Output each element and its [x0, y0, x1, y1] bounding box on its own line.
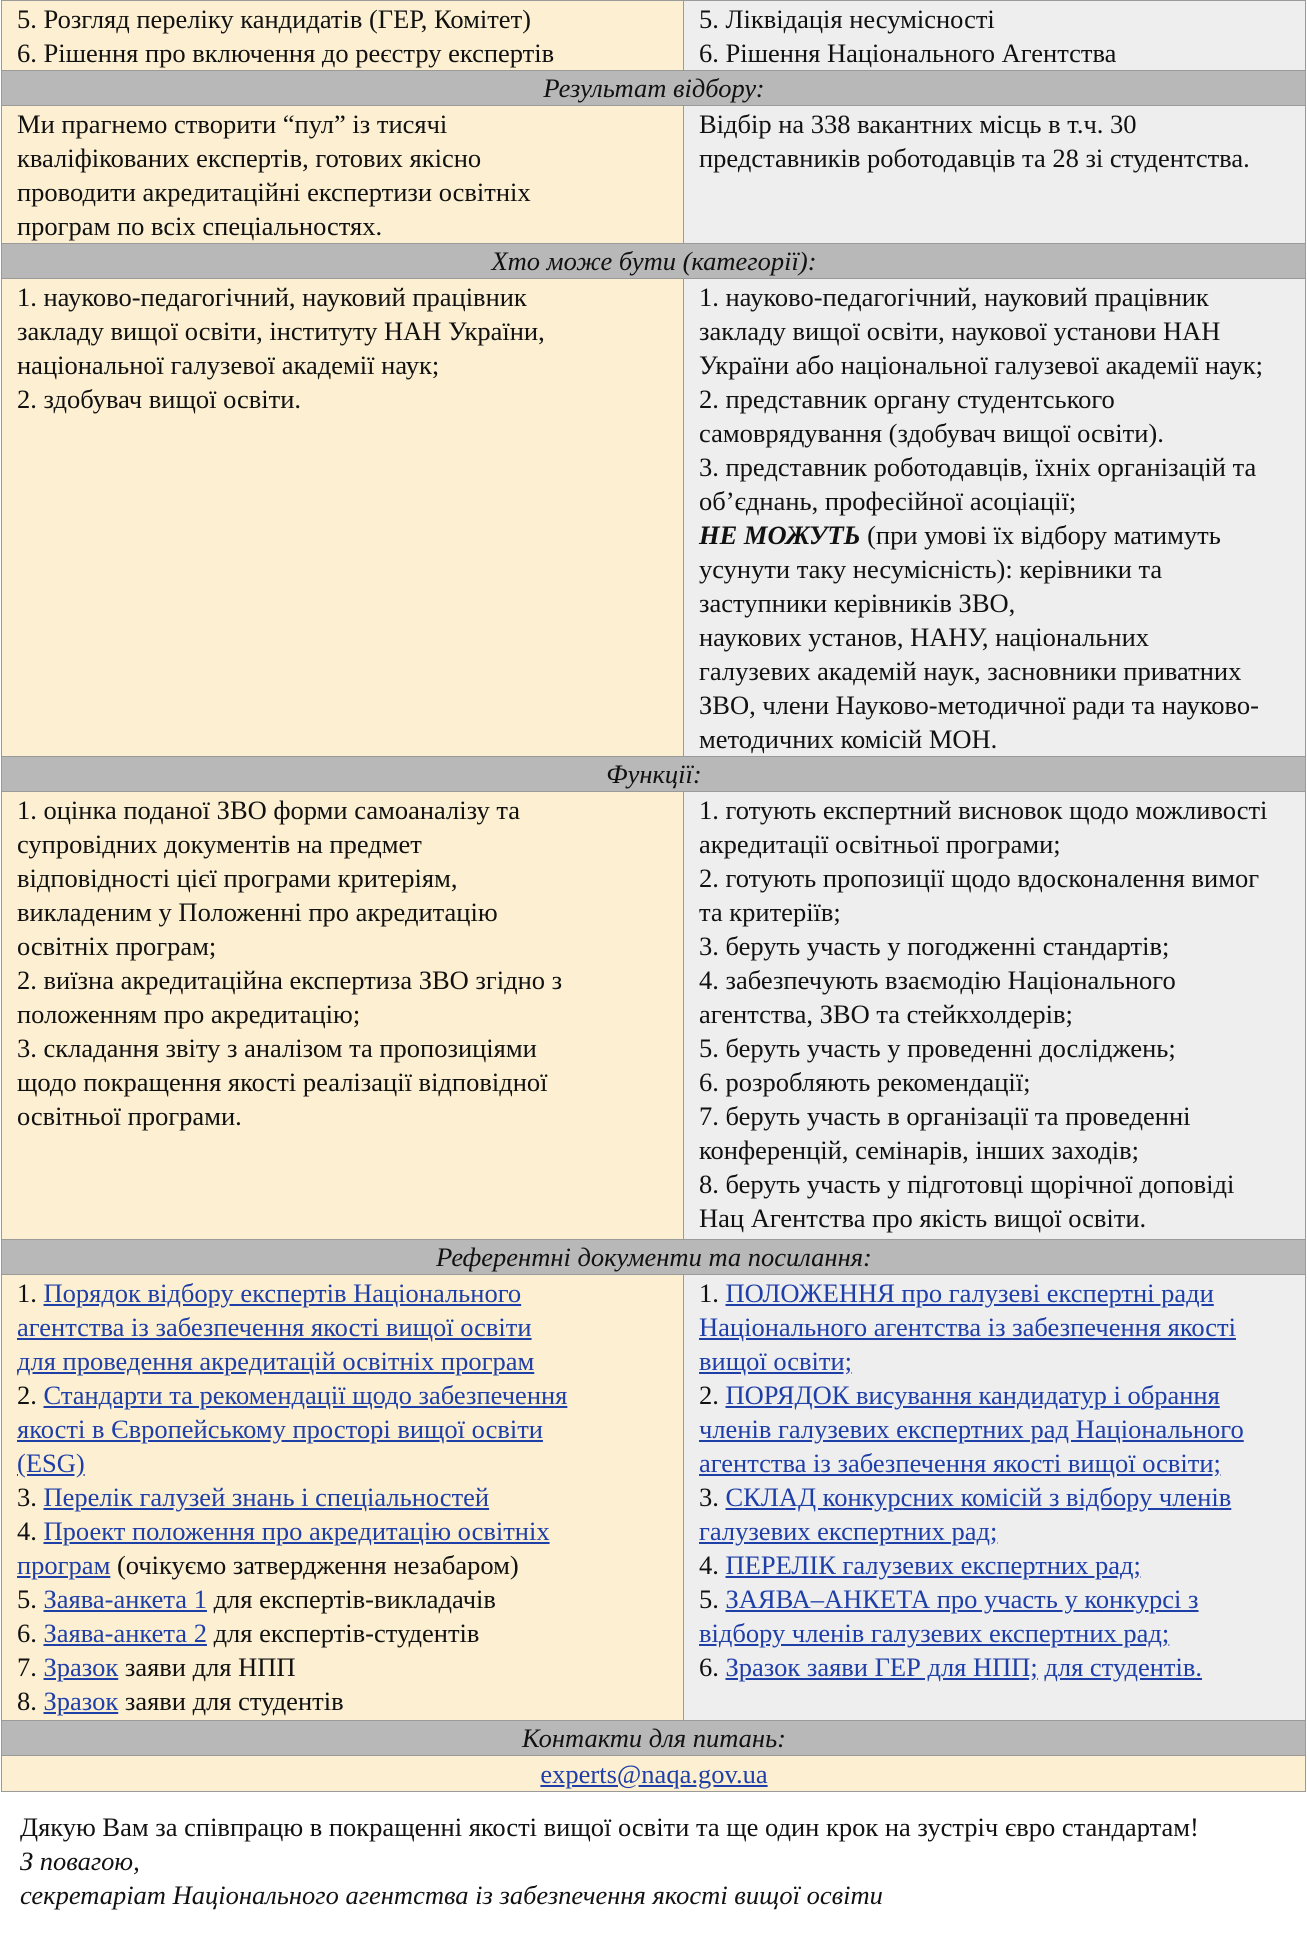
section-title-result: Результат відбору: — [2, 71, 1306, 106]
text-line: щодо покращення якості реалізації відповідної — [17, 1067, 548, 1097]
section-title-who: Хто може бути (категорії): — [2, 244, 1306, 279]
list-item — [17, 1514, 669, 1548]
text-line: 2. готують пропозиції щодо вдосконалення вимог — [699, 863, 1260, 893]
link-expert-selection-procedure[interactable]: для проведення акредитацій освітніх програм — [17, 1346, 535, 1376]
item-note: заяви для студентів — [118, 1686, 344, 1716]
list-item — [699, 1344, 1291, 1378]
link-expert-selection-procedure[interactable]: агентства із забезпечення якості вищої освіти — [17, 1312, 532, 1342]
link-ger-sample-students[interactable]: для студентів. — [1044, 1652, 1202, 1682]
text-line: освітньої програми. — [17, 1101, 242, 1131]
list-item — [17, 1480, 669, 1514]
list-item — [17, 1310, 669, 1344]
link-competition-application[interactable]: відбору членів галузевих експертних рад; — [699, 1618, 1170, 1648]
link-ger-list[interactable]: ПЕРЕЛІК галузевих експертних рад; — [725, 1550, 1141, 1580]
text-line: 5. Розгляд переліку кандидатів (ГЕР, Комітет) — [17, 4, 531, 34]
letter-footer — [20, 1810, 1199, 1912]
link-esg-standards[interactable]: (ESG) — [17, 1448, 85, 1478]
result-left-cell — [2, 106, 684, 244]
section-title-functions: Функції: — [2, 757, 1306, 792]
result-right-cell — [684, 106, 1306, 244]
text-line: програм по всіх спеціальностях. — [17, 211, 383, 241]
list-item — [699, 1412, 1291, 1446]
item-number: 5. — [17, 1584, 44, 1614]
link-specialties-list[interactable]: Перелік галузей знань і спеціальностей — [43, 1482, 490, 1512]
list-item — [699, 1310, 1291, 1344]
text-line: національної галузевої академії наук; — [17, 350, 440, 380]
refs-left-cell — [2, 1275, 684, 1721]
list-item — [699, 1650, 1291, 1684]
text-line: 8. беруть участь у підготовці щорічної доповіді — [699, 1169, 1235, 1199]
link-ger-regulation[interactable]: ПОЛОЖЕННЯ про галузеві експертні ради — [725, 1278, 1214, 1308]
text-line: 4. забезпечують взаємодію Національного — [699, 965, 1176, 995]
list-item — [17, 1650, 669, 1684]
text-line: методичних комісій МОН. — [699, 724, 998, 754]
functions-left-cell — [2, 792, 684, 1240]
text-line: представників роботодавців та 28 зі студентства. — [699, 143, 1250, 173]
list-item — [17, 1684, 669, 1718]
section-header-row — [2, 757, 1306, 792]
text-line: 2. представник органу студентського — [699, 384, 1115, 414]
text-line: 6. Рішення Національного Агентства — [699, 38, 1117, 68]
item-number: 8. — [17, 1686, 44, 1716]
list-item — [699, 1582, 1291, 1616]
text-line: Нац Агентства про якість вищої освіти. — [699, 1203, 1147, 1233]
text-line: об’єднань, професійної асоціації; — [699, 486, 1077, 516]
refs-right-cell — [684, 1275, 1306, 1721]
link-nomination-procedure[interactable]: агентства із забезпечення якості вищої освіти; — [699, 1448, 1221, 1478]
text-line: ЗВО, члени Науково-методичної ради та науково- — [699, 690, 1259, 720]
text-line: 5. беруть участь у проведенні досліджень; — [699, 1033, 1176, 1063]
table-row — [2, 279, 1306, 757]
item-number: 3. — [17, 1482, 44, 1512]
cannot-label: НЕ МОЖУТЬ — [699, 520, 861, 550]
text-line: акредитації освітньої програми; — [699, 829, 1061, 859]
item-number: 2. — [699, 1380, 726, 1410]
list-item — [699, 1378, 1291, 1412]
list-item — [699, 1616, 1291, 1650]
item-number: 4. — [17, 1516, 44, 1546]
section-header-row — [2, 1721, 1306, 1756]
item-number: 6. — [699, 1652, 726, 1682]
text-line: галузевих академій наук, засновники приватних — [699, 656, 1242, 686]
email-link[interactable]: experts@naqa.gov.ua — [540, 1759, 768, 1789]
link-nomination-procedure[interactable]: ПОРЯДОК висування кандидатур і обрання — [725, 1380, 1220, 1410]
link-ger-regulation[interactable]: вищої освіти; — [699, 1346, 853, 1376]
text-line: супровідних документів на предмет — [17, 829, 422, 859]
link-commission-composition[interactable]: СКЛАД конкурсних комісій з відбору членів — [725, 1482, 1232, 1512]
thanks-text: Дякую Вам за співпрацю в покращенні якості вищої освіти та ще один крок на зустріч євро стандартам! — [20, 1812, 1199, 1842]
item-number: 7. — [17, 1652, 44, 1682]
text-line: 1. науково-педагогічний, науковий працівник — [17, 282, 527, 312]
text-line: 3. представник роботодавців, їхніх організацій та — [699, 452, 1257, 482]
who-left-cell — [2, 279, 684, 757]
list-item — [17, 1616, 669, 1650]
text-line: 3. беруть участь у погодженні стандартів; — [699, 931, 1170, 961]
text-line: та критеріїв; — [699, 897, 841, 927]
list-item — [699, 1480, 1291, 1514]
item-number: 1. — [17, 1278, 44, 1308]
text-line: України або національної галузевої академії наук; — [699, 350, 1264, 380]
text-line: 3. складання звіту з аналізом та пропозиціями — [17, 1033, 537, 1063]
text-line: наукових установ, НАНУ, національних — [699, 622, 1150, 652]
list-item — [17, 1548, 669, 1582]
table-row — [2, 1275, 1306, 1721]
who-right-cell — [684, 279, 1306, 757]
item-note: заяви для НПП — [118, 1652, 296, 1682]
text-line: Відбір на 338 вакантних місць в т.ч. 30 — [699, 109, 1137, 139]
link-ger-regulation[interactable]: Національного агентства із забезпечення якості — [699, 1312, 1236, 1342]
table-row — [2, 106, 1306, 244]
link-application-form-1[interactable]: Заява-анкета 1 — [43, 1584, 207, 1614]
list-item — [17, 1582, 669, 1616]
signature-text: секретаріат Національного агентства із забезпечення якості вищої освіти — [20, 1880, 883, 1910]
functions-right-cell — [684, 792, 1306, 1240]
link-sample-npp[interactable]: Зразок — [43, 1652, 119, 1682]
link-commission-composition[interactable]: галузевих експертних рад; — [699, 1516, 998, 1546]
link-competition-application[interactable]: ЗАЯВА–АНКЕТА про участь у конкурсі з — [725, 1584, 1199, 1614]
link-sample-students[interactable]: Зразок — [43, 1686, 119, 1716]
list-item — [699, 1548, 1291, 1582]
table-row — [2, 1756, 1306, 1792]
section-header-row — [2, 1240, 1306, 1275]
text-line: закладу вищої освіти, наукової установи НАН — [699, 316, 1221, 346]
link-nomination-procedure[interactable]: членів галузевих експертних рад Національного — [699, 1414, 1244, 1444]
text-line: 5. Ліквідація несумісності — [699, 4, 995, 34]
text-line: положенням про акредитацію; — [17, 999, 361, 1029]
text-line: заступники керівників ЗВО, — [699, 588, 1016, 618]
top-right-cell — [684, 1, 1306, 71]
section-title-contacts: Контакти для питань: — [2, 1721, 1306, 1756]
item-number: 2. — [17, 1380, 44, 1410]
text-line: конференцій, семінарів, інших заходів; — [699, 1135, 1140, 1165]
list-item — [699, 1446, 1291, 1480]
link-esg-standards[interactable]: Стандарти та рекомендації щодо забезпечення — [43, 1380, 568, 1410]
text-line: закладу вищої освіти, інституту НАН України, — [17, 316, 545, 346]
section-title-refs: Референтні документи та посилання: — [2, 1240, 1306, 1275]
top-left-cell — [2, 1, 684, 71]
list-item — [17, 1344, 669, 1378]
cannot-rest: (при умові їх відбору матимуть — [860, 520, 1221, 550]
text-line: 6. Рішення про включення до реєстру експертів — [17, 38, 555, 68]
text-line: усунути таку несумісність): керівники та — [699, 554, 1163, 584]
text-line: Ми прагнемо створити “пул” із тисячі — [17, 109, 448, 139]
text-line: самоврядування (здобувач вищої освіти). — [699, 418, 1164, 448]
text-line: кваліфікованих експертів, готових якісно — [17, 143, 482, 173]
section-header-row — [2, 71, 1306, 106]
link-esg-standards[interactable]: якості в Європейському просторі вищої освіти — [17, 1414, 543, 1444]
list-item — [17, 1378, 669, 1412]
table-row — [2, 1, 1306, 71]
text-line: 6. розробляють рекомендації; — [699, 1067, 1031, 1097]
link-accreditation-draft[interactable]: Проект положення про акредитацію освітніх — [43, 1516, 550, 1546]
text-line: агентства, ЗВО та стейкхолдерів; — [699, 999, 1073, 1029]
regards-text: З повагою, — [20, 1846, 140, 1876]
text-line: 1. науково-педагогічний, науковий працівник — [699, 282, 1209, 312]
info-table — [1, 0, 1306, 1792]
item-note: для експертів-студентів — [206, 1618, 480, 1648]
list-item — [699, 1276, 1291, 1310]
text-line: 2. здобувач вищої освіти. — [17, 384, 302, 414]
link-accreditation-draft[interactable]: програм — [17, 1550, 111, 1580]
text-line: 1. готують експертний висновок щодо можливості — [699, 795, 1268, 825]
text-line: 1. оцінка поданої ЗВО форми самоаналізу та — [17, 795, 521, 825]
item-number: 3. — [699, 1482, 726, 1512]
text-line: відповідності цієї програми критеріям, — [17, 863, 458, 893]
text-line: викладеним у Положенні про акредитацію — [17, 897, 498, 927]
item-number: 1. — [699, 1278, 726, 1308]
text-line — [699, 518, 1291, 552]
table-row — [2, 792, 1306, 1240]
list-item — [17, 1446, 669, 1480]
item-number: 4. — [699, 1550, 726, 1580]
text-line: 2. виїзна акредитаційна експертиза ЗВО згідно з — [17, 965, 563, 995]
link-application-form-2[interactable]: Заява-анкета 2 — [43, 1618, 207, 1648]
text-line: проводити акредитаційні експертизи освітніх — [17, 177, 531, 207]
link-expert-selection-procedure[interactable]: Порядок відбору експертів Національного — [43, 1278, 522, 1308]
text-line: освітніх програм; — [17, 931, 217, 961]
item-number: 6. — [17, 1618, 44, 1648]
list-item — [17, 1412, 669, 1446]
link-ger-sample-npp[interactable]: Зразок заяви ГЕР для НПП; — [725, 1652, 1038, 1682]
text-line: 7. беруть участь в організації та проведенні — [699, 1101, 1191, 1131]
item-note: (очікуємо затвердження незабаром) — [110, 1550, 519, 1580]
item-number: 5. — [699, 1584, 726, 1614]
contact-cell — [2, 1756, 1306, 1792]
item-note: для експертів-викладачів — [206, 1584, 496, 1614]
section-header-row — [2, 244, 1306, 279]
list-item — [17, 1276, 669, 1310]
list-item — [699, 1514, 1291, 1548]
